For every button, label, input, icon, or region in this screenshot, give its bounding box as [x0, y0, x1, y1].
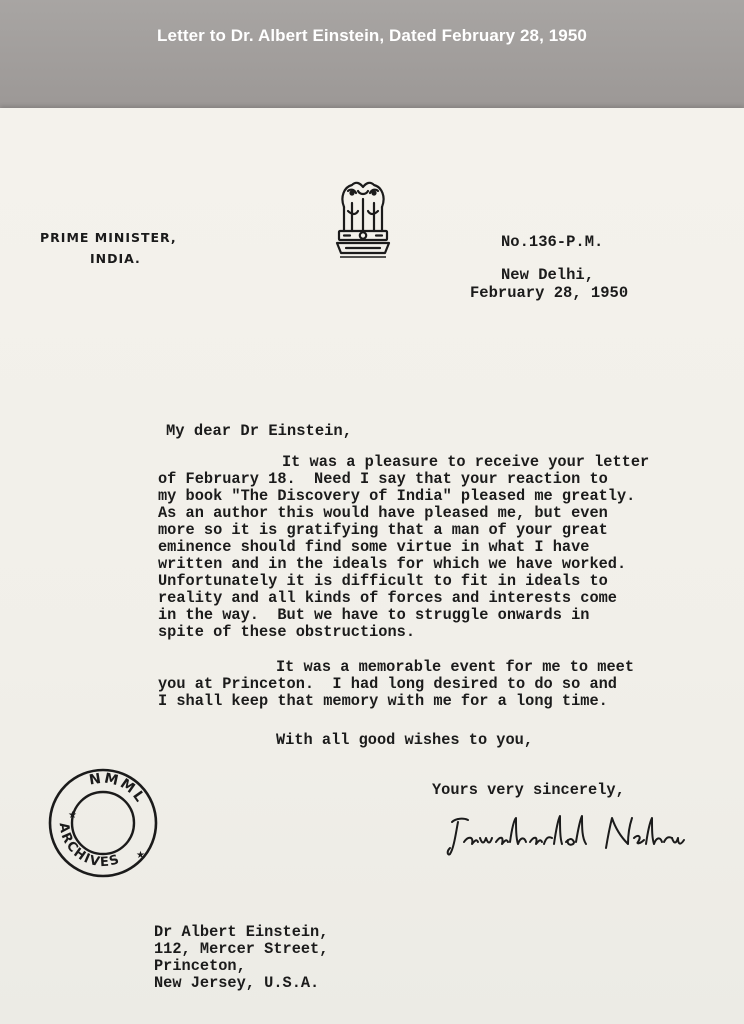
- letter-place: New Delhi,: [501, 266, 595, 284]
- address-line: Dr Albert Einstein,: [154, 923, 329, 941]
- address-line: Princeton,: [154, 957, 246, 975]
- stamp-text-bottom: ARCHIVES: [55, 821, 123, 871]
- closing-wishes: With all good wishes to you,: [276, 731, 534, 749]
- address-line: 112, Mercer Street,: [154, 940, 329, 958]
- paragraph1-line: reality and all kinds of forces and interests come: [158, 589, 617, 607]
- letterhead-title-line2: INDIA.: [90, 251, 141, 266]
- address-line: New Jersey, U.S.A.: [154, 974, 320, 992]
- paragraph1-line: Unfortunately it is difficult to fit in ideals to: [158, 572, 608, 590]
- paragraph1-line: in the way. But we have to struggle onwards in: [158, 606, 590, 624]
- paragraph1-line: more so it is gratifying that a man of your great: [158, 521, 608, 539]
- reference-number: No.136-P.M.: [501, 233, 604, 251]
- caption-title: Letter to Dr. Albert Einstein, Dated February 28, 1950: [157, 26, 587, 45]
- paragraph1-line: my book "The Discovery of India" pleased me greatly.: [158, 487, 636, 505]
- salutation: My dear Dr Einstein,: [166, 422, 353, 440]
- stamp-text-top: NMML: [88, 770, 149, 807]
- paragraph1-line: It was a pleasure to receive your letter: [282, 453, 650, 471]
- paragraph2-line: I shall keep that memory with me for a long time.: [158, 692, 608, 710]
- archives-stamp: [46, 766, 160, 880]
- paragraph1-line: written and in the ideals for which we have worked.: [158, 555, 627, 573]
- letterhead-title-line1: PRIME MINISTER,: [40, 230, 177, 245]
- lion-capital-emblem-icon: [330, 177, 396, 267]
- svg-text:NMML: [88, 770, 148, 806]
- paragraph1-line: eminence should find some virtue in what I have: [158, 538, 590, 556]
- paragraph1-line: As an author this would have pleased me, but even: [158, 504, 608, 522]
- closing-salutation: Yours very sincerely,: [432, 781, 625, 799]
- svg-text:ARCHIVES: [56, 822, 123, 870]
- caption-band: [0, 0, 744, 108]
- paragraph1-line: of February 18. Need I say that your reaction to: [158, 470, 608, 488]
- signature: [446, 808, 686, 860]
- paragraph2-line: It was a memorable event for me to meet: [276, 658, 635, 676]
- svg-text:★: ★: [136, 850, 145, 861]
- letter-date: February 28, 1950: [470, 284, 629, 302]
- paragraph2-line: you at Princeton. I had long desired to do so and: [158, 675, 617, 693]
- paragraph1-line: spite of these obstructions.: [158, 623, 416, 641]
- svg-text:★: ★: [68, 810, 77, 821]
